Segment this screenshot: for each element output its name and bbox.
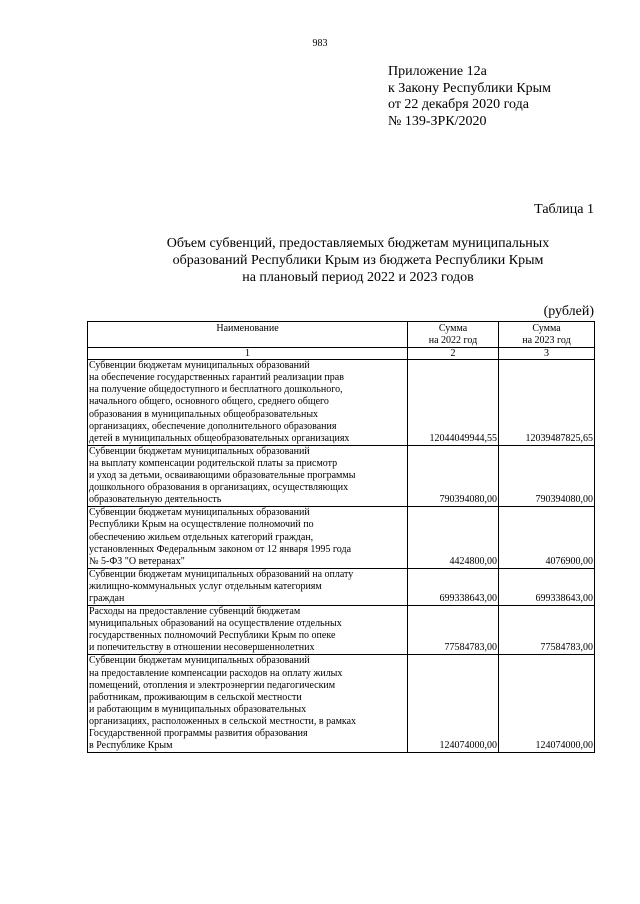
unit-label: (рублей): [543, 304, 594, 319]
amount-2022: 699338643,00: [408, 568, 499, 605]
row-name: [88, 568, 408, 605]
title-line: Объем субвенций, предоставляемых бюджетам муниципальных: [166, 236, 550, 251]
amount-2022: 77584783,00: [408, 606, 499, 655]
row-name-line: Субвенции бюджетам муниципальных образований: [89, 507, 310, 519]
document-title: [90, 235, 626, 286]
header-name: Наименование: [88, 322, 408, 348]
header-2023: Сумма на 2023 год: [499, 322, 595, 348]
row-name-line: Субвенции бюджетам муниципальных образований: [89, 655, 310, 667]
row-name-line: организациях, расположенных в сельской местности, в рамках: [89, 715, 357, 727]
amount-2022: 790394080,00: [408, 445, 499, 506]
row-name-line: государственных полномочий Республики Крым по опеке: [89, 630, 336, 642]
row-name-line: № 5-ФЗ "О ветеранах": [89, 555, 185, 567]
row-name-line: граждан: [89, 592, 125, 604]
row-name-line: Государственной программы развития образования: [89, 728, 308, 739]
title-line: образований Республики Крым из бюджета Республики Крым: [172, 253, 544, 268]
column-numbers-row: [88, 348, 595, 360]
annex-block: [388, 64, 551, 130]
subventions-table: [87, 321, 595, 753]
row-name-line: организациях, обеспечение дополнительного образования: [89, 420, 337, 432]
table-header-row: [88, 322, 595, 348]
row-name-line: Субвенции бюджетам муниципальных образований: [89, 445, 310, 457]
annex-line: к Закону Республики Крым: [388, 80, 551, 96]
table-row: [88, 445, 595, 506]
column-number: 2: [408, 348, 499, 360]
amount-2023: 699338643,00: [499, 568, 595, 605]
row-name-line: в Республике Крым: [89, 740, 173, 752]
row-name-line: начального общего, основного общего, среднего общего: [89, 396, 329, 408]
table-row: [88, 507, 595, 568]
row-name: [88, 360, 408, 446]
row-name-line: на получение общедоступного и бесплатного дошкольного,: [89, 384, 343, 396]
row-name-line: помещений, отопления и электроэнергии педагогическим: [89, 679, 336, 691]
column-number: 1: [88, 348, 408, 360]
row-name-line: образования в муниципальных общеобразовательных: [89, 408, 319, 420]
row-name: [88, 606, 408, 655]
amount-2022: 12044049944,55: [408, 360, 499, 446]
title-line: на плановый период 2022 и 2023 годов: [242, 270, 474, 285]
row-name-line: муниципальных образований на осуществление отдельных: [89, 618, 342, 630]
annex-line: от 22 декабря 2020 года: [388, 97, 529, 112]
row-name-line: Субвенции бюджетам муниципальных образований на оплату: [89, 568, 354, 580]
table-row: [88, 655, 595, 753]
row-name-line: установленных Федеральным законом от 12 января 1995 года: [89, 543, 352, 555]
amount-2023: 4076900,00: [499, 507, 595, 568]
row-name-line: на предоставление компенсации расходов на оплату жилых: [89, 667, 343, 679]
table-row: [88, 360, 595, 446]
row-name-line: Расходы на предоставление субвенций бюджетам: [89, 606, 301, 618]
row-name: [88, 445, 408, 506]
row-name-line: и попечительству в отношении несовершеннолетних: [89, 642, 315, 654]
amount-2023: 12039487825,65: [499, 360, 595, 446]
row-name-line: работникам, проживающим в сельской местности: [89, 691, 302, 703]
row-name-line: на выплату компенсации родительской платы за присмотр: [89, 457, 338, 469]
row-name-line: обеспечению жильем отдельных категорий граждан,: [89, 531, 314, 543]
row-name-line: детей в муниципальных общеобразовательных организациях: [89, 432, 350, 444]
row-name-line: и уход за детьми, осваивающими образовательные программы: [89, 470, 356, 482]
row-name-line: жилищно-коммунальных услуг отдельным категориям: [89, 580, 322, 592]
amount-2022: 4424800,00: [408, 507, 499, 568]
row-name: [88, 655, 408, 753]
table-row: [88, 606, 595, 655]
row-name-line: Республики Крым на осуществление полномочий по: [89, 519, 314, 531]
amount-2022: 124074000,00: [408, 655, 499, 753]
column-number: 3: [499, 348, 595, 360]
row-name-line: и работающим в муниципальных образовательных: [89, 703, 307, 715]
amount-2023: 77584783,00: [499, 606, 595, 655]
row-name-line: Субвенции бюджетам муниципальных образований: [89, 360, 310, 372]
table-row: [88, 568, 595, 605]
table-body: [88, 360, 595, 753]
row-name-line: дошкольного образования в организациях, осуществляющих: [89, 482, 349, 494]
header-2022: Сумма на 2022 год: [408, 322, 499, 348]
row-name-line: образовательную деятельность: [89, 494, 222, 506]
annex-line: Приложение 12а: [388, 64, 487, 79]
row-name: [88, 507, 408, 568]
amount-2023: 790394080,00: [499, 445, 595, 506]
table-label: Таблица 1: [534, 202, 594, 217]
amount-2023: 124074000,00: [499, 655, 595, 753]
row-name-line: на обеспечение государственных гарантий реализации прав: [89, 372, 344, 384]
page-number: 983: [312, 38, 328, 49]
annex-line: № 139-ЗРК/2020: [388, 113, 487, 129]
